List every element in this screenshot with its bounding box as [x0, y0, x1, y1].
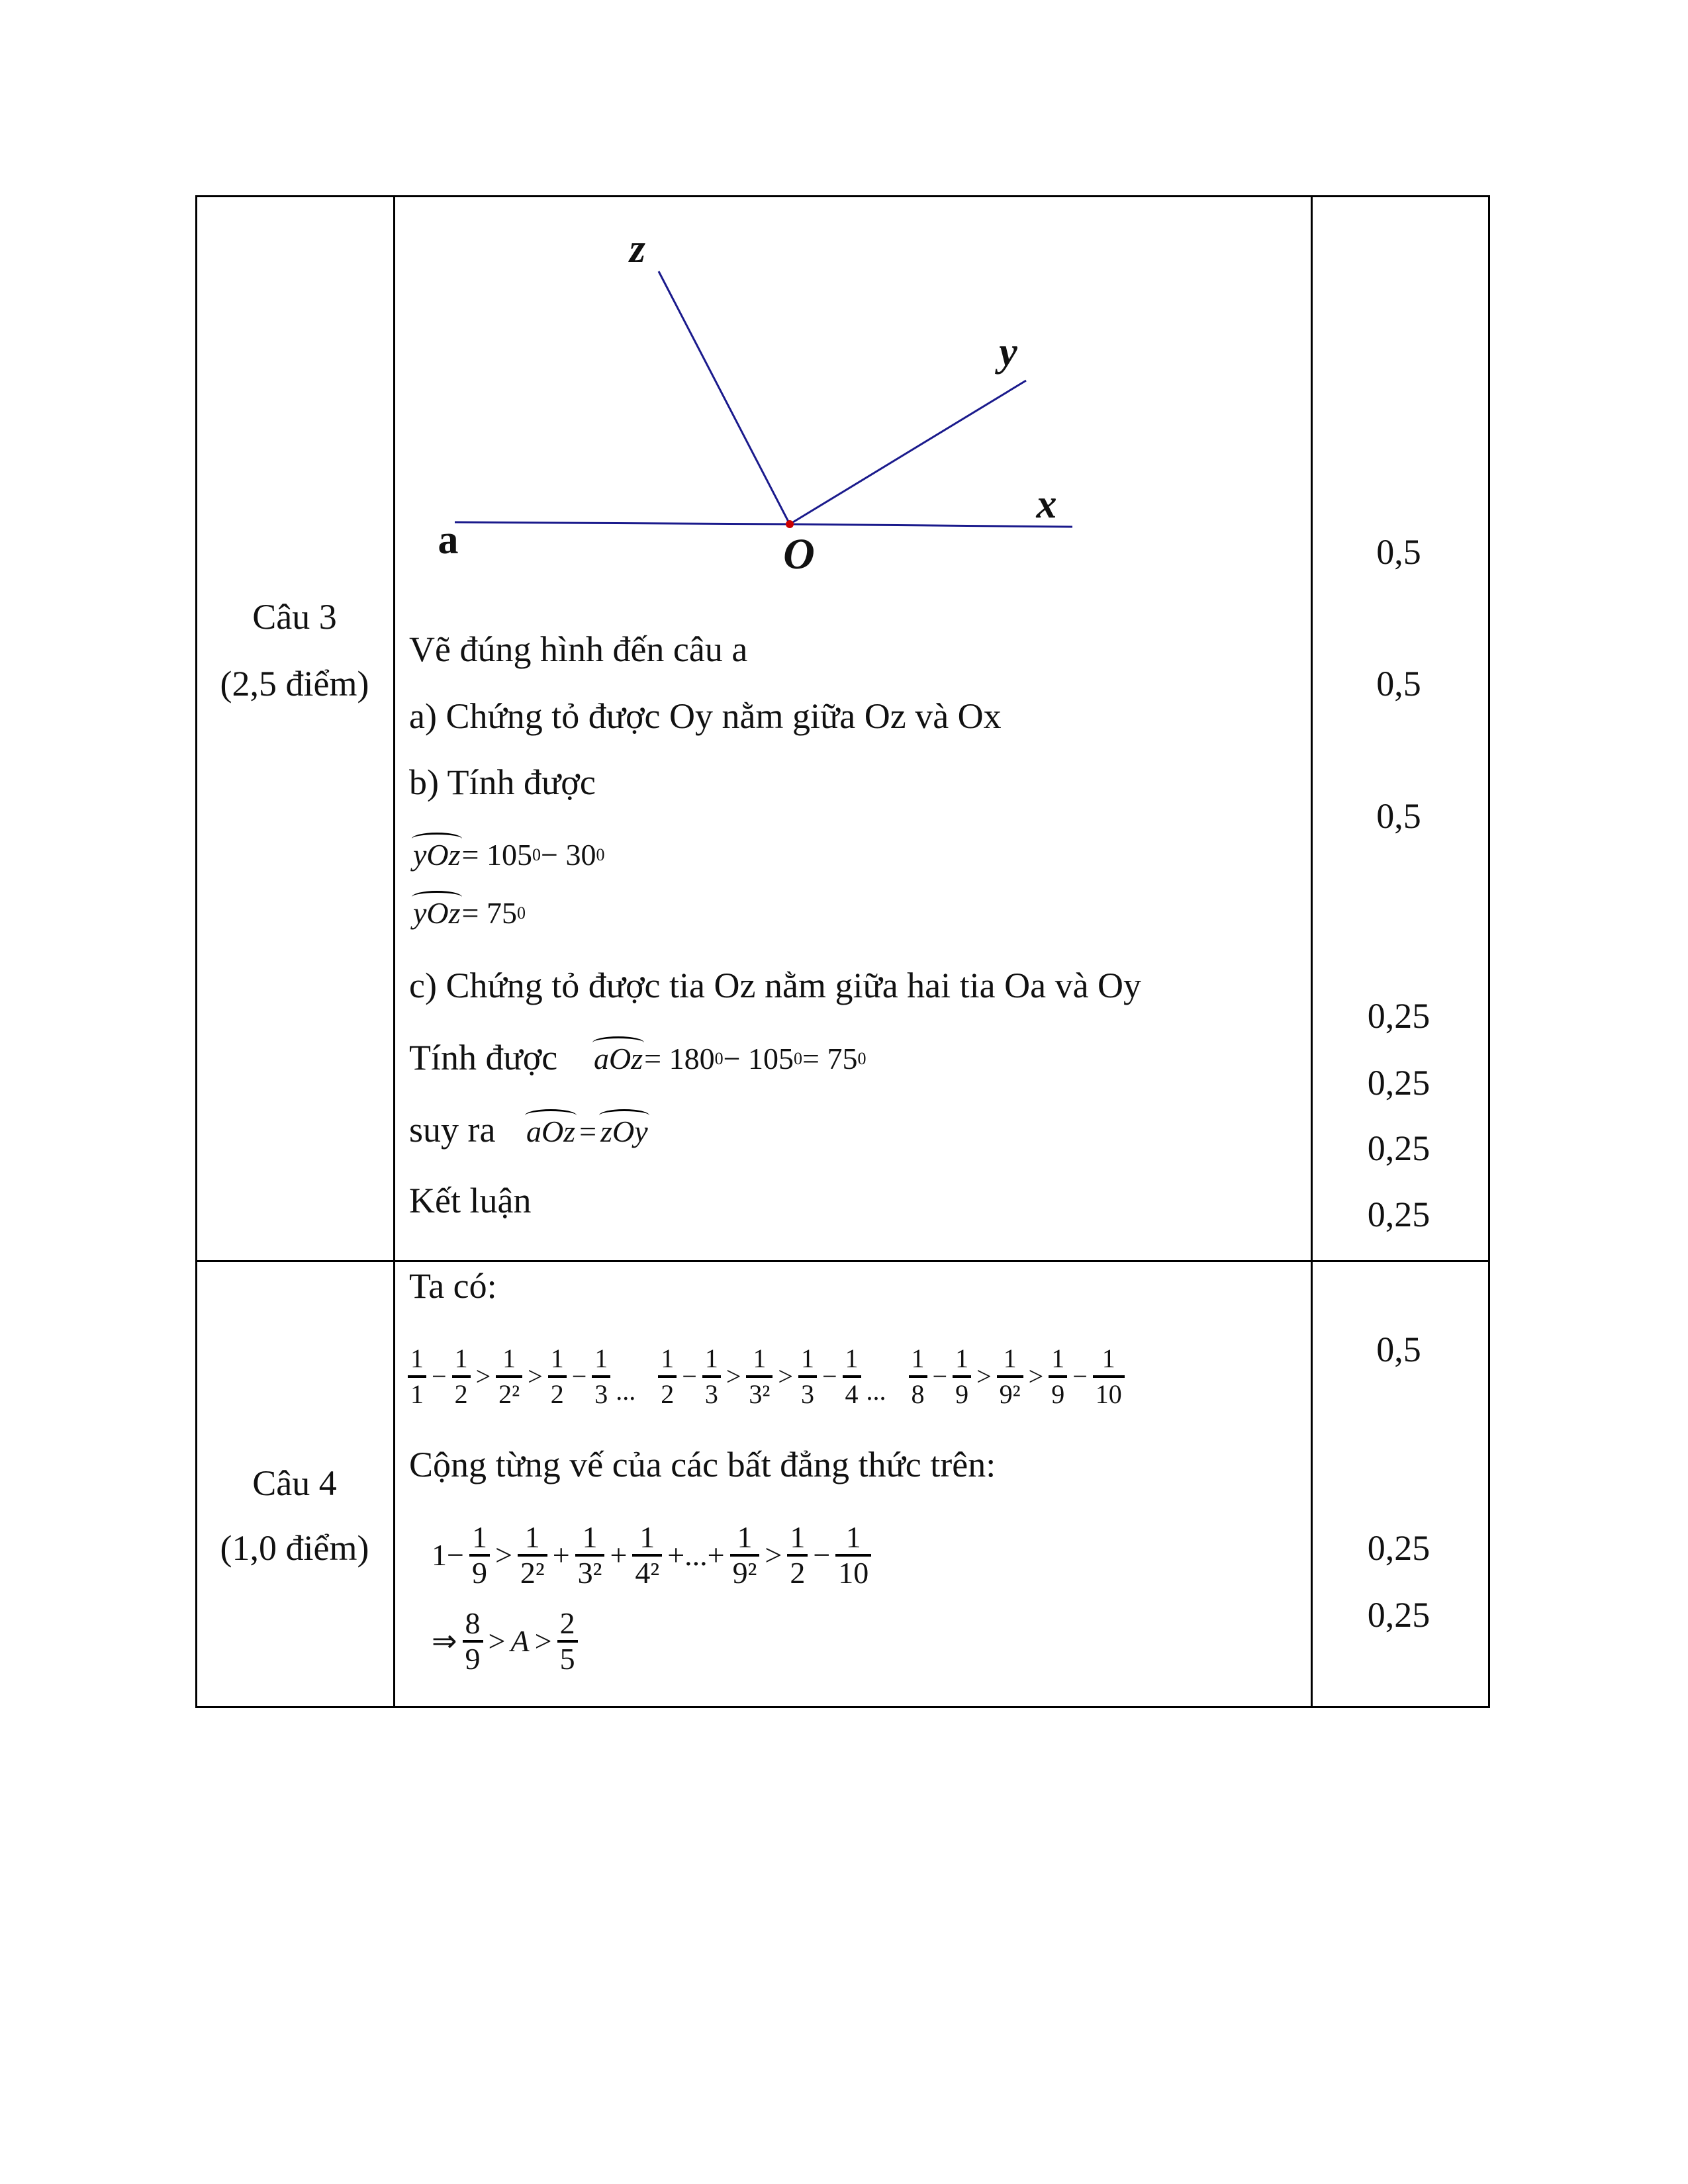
denominator: 3	[592, 1375, 610, 1411]
label-o: O	[783, 530, 815, 578]
q3-score: 0,5	[1376, 796, 1421, 836]
numerator: 1	[639, 1520, 655, 1554]
q3-score: 0,25	[1367, 1195, 1430, 1234]
q3-eq-equal-angles	[525, 1112, 649, 1152]
math-operator: >	[494, 1538, 512, 1572]
fraction	[469, 1521, 490, 1590]
denominator: 9²	[730, 1554, 760, 1590]
math-operator: >	[976, 1361, 992, 1391]
q3-line-conclusion: Kết luận	[409, 1181, 532, 1220]
fraction	[1093, 1342, 1125, 1411]
math-operator: >	[534, 1624, 552, 1658]
numerator: 1	[502, 1343, 516, 1373]
fraction	[463, 1607, 483, 1676]
q4-inequality-row	[405, 1342, 1127, 1411]
numerator: 1	[955, 1343, 969, 1373]
table-border-bottom	[196, 1706, 1489, 1708]
degree: 0	[714, 1049, 724, 1068]
math-operator: +	[552, 1538, 570, 1572]
eq-text: = 75	[461, 896, 517, 930]
denominator: 9	[463, 1640, 483, 1676]
q3-title: Câu 3	[252, 597, 337, 637]
math-operator: >	[726, 1361, 741, 1391]
math-operator: ⇒	[432, 1624, 457, 1658]
q3-score: 0,5	[1376, 664, 1421, 704]
fraction	[548, 1342, 567, 1411]
math-operator: >	[1028, 1361, 1044, 1391]
q4-score: 0,25	[1367, 1595, 1430, 1635]
q3-eq-yoz-1	[412, 835, 604, 875]
denominator: 3²	[575, 1554, 605, 1590]
denominator: 2²	[518, 1554, 547, 1590]
math-operator: ...	[866, 1376, 886, 1406]
q4-sum-text: Cộng từng vế của các bất đẳng thức trên:	[409, 1445, 996, 1484]
fraction	[632, 1521, 662, 1590]
denominator: 3²	[746, 1375, 773, 1411]
q3-score: 0,25	[1367, 1063, 1430, 1103]
numerator: 8	[465, 1606, 481, 1640]
fraction	[909, 1342, 927, 1411]
q3-line-tinh: Tính được	[409, 1038, 558, 1077]
numerator: 1	[845, 1520, 861, 1554]
numerator: 1	[800, 1343, 814, 1373]
q4-result-row	[429, 1607, 581, 1676]
numerator: 1	[410, 1343, 424, 1373]
fraction	[843, 1342, 861, 1411]
table-row-divider	[196, 1260, 1489, 1262]
q4-score: 0,5	[1376, 1330, 1421, 1369]
q3-line-draw: Vẽ đúng hình đến câu a	[409, 629, 748, 669]
q3-score: 0,25	[1367, 996, 1430, 1036]
denominator: 2	[787, 1554, 808, 1590]
denominator: 4²	[632, 1554, 662, 1590]
math-operator: −	[813, 1538, 831, 1572]
fraction	[592, 1342, 610, 1411]
numerator: 1	[582, 1520, 598, 1554]
fraction	[575, 1521, 605, 1590]
numerator: 1	[471, 1520, 487, 1554]
denominator: 5	[557, 1640, 578, 1676]
numerator: 1	[790, 1520, 806, 1554]
math-operator: >	[475, 1361, 491, 1391]
numerator: 1	[753, 1343, 767, 1373]
label-a: a	[438, 518, 459, 563]
angle-diagram	[0, 0, 1688, 596]
eq-text: = 75	[802, 1042, 858, 1075]
eq-text: = 105	[461, 838, 532, 872]
denominator: 9	[469, 1554, 490, 1590]
denominator: 9	[1049, 1375, 1067, 1411]
fraction	[557, 1607, 578, 1676]
eq-text: − 30	[541, 838, 596, 872]
numerator: 1	[737, 1520, 753, 1554]
denominator: 3	[798, 1375, 817, 1411]
numerator: 1	[594, 1343, 608, 1373]
eq-text: − 105	[723, 1042, 794, 1075]
point-o	[786, 520, 794, 528]
eq-sign: =	[579, 1115, 597, 1148]
angle-zoy: zOy	[599, 1112, 649, 1152]
math-operator: −	[932, 1361, 948, 1391]
angle-aoz: aOz	[592, 1039, 644, 1079]
label-x: x	[1036, 482, 1057, 527]
fraction	[997, 1342, 1023, 1411]
fraction	[835, 1521, 871, 1590]
math-operator: >	[528, 1361, 543, 1391]
fraction	[408, 1342, 426, 1411]
degree: 0	[532, 845, 541, 864]
q4-sum-row	[429, 1521, 874, 1590]
ray-oy	[790, 381, 1026, 524]
angle-yoz: yOz	[412, 893, 462, 933]
math-operator: ...	[616, 1376, 636, 1406]
ray-ox	[790, 524, 1072, 527]
q3-line-b: b) Tính được	[409, 762, 596, 802]
numerator: 1	[454, 1343, 468, 1373]
denominator: 2	[452, 1375, 471, 1411]
denominator: 9	[953, 1375, 971, 1411]
denominator: 8	[909, 1375, 927, 1411]
angle-aoz: aOz	[525, 1112, 577, 1152]
denominator: 10	[835, 1554, 871, 1590]
degree: 0	[794, 1049, 803, 1068]
q4-score: 0,25	[1367, 1528, 1430, 1568]
denominator: 9²	[997, 1375, 1023, 1411]
fraction	[496, 1342, 522, 1411]
eq-text: = 180	[644, 1042, 715, 1075]
denominator: 2²	[496, 1375, 522, 1411]
q3-score: 0,5	[1376, 532, 1421, 572]
ray-oa	[455, 522, 790, 524]
fraction	[746, 1342, 773, 1411]
q4-ta-co: Ta có:	[409, 1266, 497, 1306]
denominator: 2	[658, 1375, 677, 1411]
q3-points: (2,5 điểm)	[220, 664, 369, 704]
math-operator: −	[1072, 1361, 1088, 1391]
numerator: 1	[524, 1520, 540, 1554]
numerator: 1	[661, 1343, 675, 1373]
fraction	[452, 1342, 471, 1411]
numerator: 1	[550, 1343, 564, 1373]
math-operator: +	[610, 1538, 628, 1572]
numerator: 1	[1102, 1343, 1115, 1373]
fraction	[658, 1342, 677, 1411]
q4-title: Câu 4	[252, 1463, 337, 1503]
math-operator: −	[432, 1361, 447, 1391]
label-z: z	[629, 226, 646, 271]
fraction	[798, 1342, 817, 1411]
numerator: 1	[1003, 1343, 1017, 1373]
q3-eq-yoz-2	[412, 893, 526, 933]
q3-eq-aoz	[592, 1039, 866, 1079]
numerator: 1	[1051, 1343, 1065, 1373]
fraction	[518, 1521, 547, 1590]
q3-line-suyra: suy ra	[409, 1110, 496, 1150]
q3-line-c: c) Chứng tỏ được tia Oz nằm giữa hai tia Oa và Oy	[409, 966, 1142, 1005]
numerator: 1	[911, 1343, 925, 1373]
fraction	[702, 1342, 721, 1411]
numerator: 2	[559, 1606, 575, 1640]
denominator: 1	[408, 1375, 426, 1411]
denominator: 4	[843, 1375, 861, 1411]
fraction	[1049, 1342, 1067, 1411]
angle-yoz: yOz	[412, 835, 462, 875]
degree: 0	[857, 1049, 867, 1068]
q4-points: (1,0 điểm)	[220, 1528, 369, 1568]
math-operator: −	[571, 1361, 587, 1391]
fraction	[730, 1521, 760, 1590]
math-operator: 1−	[432, 1538, 464, 1572]
fraction	[953, 1342, 971, 1411]
denominator: 10	[1093, 1375, 1125, 1411]
math-operator: +...+	[667, 1538, 725, 1572]
math-operator: −	[821, 1361, 837, 1391]
numerator: 1	[845, 1343, 859, 1373]
label-y: y	[999, 330, 1017, 375]
fraction	[787, 1521, 808, 1590]
math-operator: −	[682, 1361, 697, 1391]
math-operator: A	[510, 1624, 530, 1658]
denominator: 3	[702, 1375, 721, 1411]
q3-line-a: a) Chứng tỏ được Oy nằm giữa Oz và Ox	[409, 696, 1002, 736]
ray-oz	[659, 271, 790, 524]
degree: 0	[517, 903, 526, 923]
numerator: 1	[704, 1343, 718, 1373]
math-operator: >	[765, 1538, 782, 1572]
q3-score: 0,25	[1367, 1128, 1430, 1168]
denominator: 2	[548, 1375, 567, 1411]
degree: 0	[596, 845, 605, 864]
math-operator: >	[778, 1361, 793, 1391]
math-operator: >	[488, 1624, 506, 1658]
